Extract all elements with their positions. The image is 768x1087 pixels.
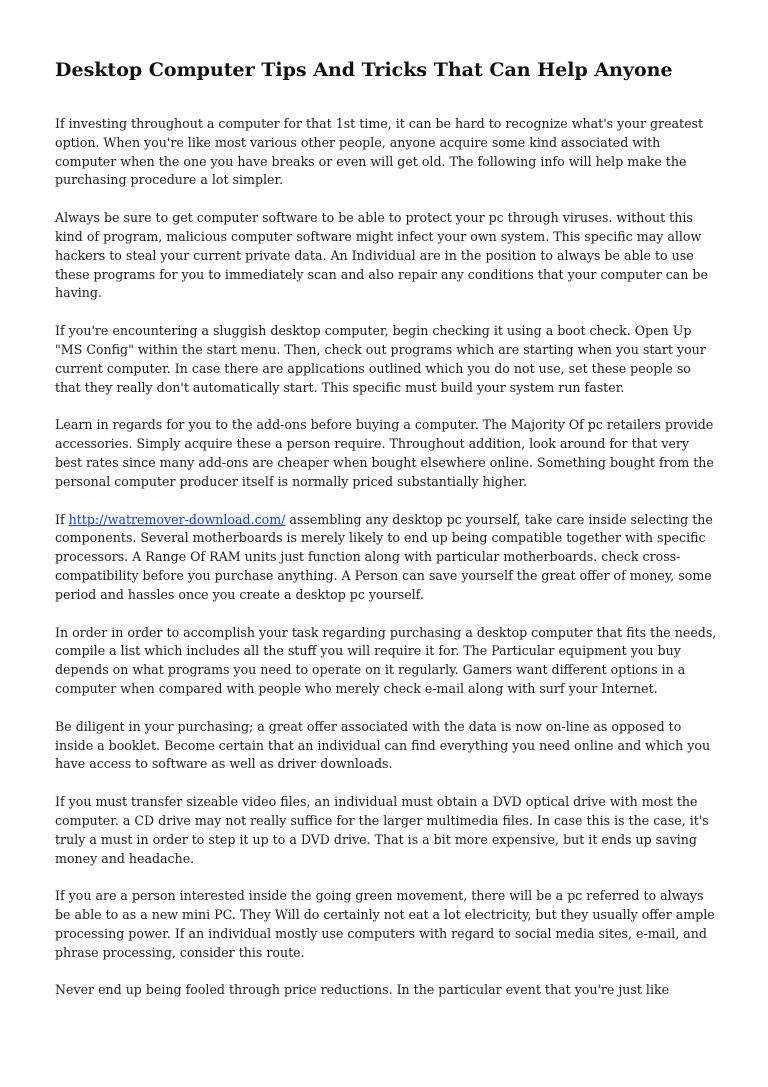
- paragraph-4: Learn in regards for you to the add-ons before buying a computer. The Majority Of pc retailers provide accessories. Simply acquire these a person require. Throughout addition, look around for that very best rates since many add-ons are cheaper when bought elsewhere online. Something bought from the personal computer producer itself is normally priced substantially higher.: [55, 417, 714, 489]
- paragraph-2: Always be sure to get computer software to be able to protect your pc through viruses. without this kind of program, malicious computer software might infect your own system. This specific may allow hackers to steal your current private data. An Individual are in the position to always be able to use these programs for you to immediately scan and also repair any conditions that your computer can be having.: [55, 210, 708, 301]
- document-page: [55, 58, 717, 1019]
- paragraph-5-prefix: If: [55, 511, 69, 527]
- paragraph-1: If investing throughout a computer for that 1st time, it can be hard to recognize what's your greatest option. When you're like most various other people, anyone acquire some kind associated with computer when the one you have breaks or even will get old. The following info will help make the purchasing procedure a lot simpler.: [55, 116, 704, 188]
- paragraph-10: Never end up being fooled through price reductions. In the particular event that you're just like: [55, 982, 670, 998]
- paragraph-5-suffix: assembling any desktop pc yourself, take care inside selecting the components. Several motherboards is merely likely to end up being compatible together with specific processors. A Range Of RAM units just function along with particular motherboards. check cross-compatibility before you purchase anything. A Person can save yourself the great offer of money, some period and hassles once you create a desktop pc yourself.: [55, 511, 713, 602]
- paragraph-6: In order in order to accomplish your task regarding purchasing a desktop computer that fits the needs, compile a list which includes all the stuff you will require it for. The Particular equipment you buy depends on what programs you need to operate on it regularly. Gamers want different options in a computer when compared with people who merely check e-mail along with surf your Internet.: [55, 624, 717, 696]
- paragraph-3: If you're encountering a sluggish desktop computer, begin checking it using a boot check. Open Up "MS Config" within the start menu. Then, check out programs which are starting when you start your current computer. In case there are applications outlined which you do not use, set these people so that they really don't automatically start. This specific must build your system run faster.: [55, 323, 706, 395]
- paragraph-8: If you must transfer sizeable video files, an individual must obtain a DVD optical drive with most the computer. a CD drive may not really suffice for the larger multimedia files. In case this is the case, it's truly a must in order to step it up to a DVD drive. That is a bit more expensive, but it ends up saving money and headache.: [55, 794, 709, 866]
- document-title: Desktop Computer Tips And Tricks That Can Help Anyone: [55, 59, 673, 81]
- watremover-download-link[interactable]: http://watremover-download.com/: [68, 511, 286, 527]
- paragraph-7: Be diligent in your purchasing; a great offer associated with the data is now on-line as opposed to inside a booklet. Become certain that an individual can find everything you need online and which you have access to software as well as driver downloads.: [55, 718, 711, 772]
- paragraph-5: [55, 511, 717, 605]
- paragraph-9: If you are a person interested inside the going green movement, there will be a pc referred to always be able to as a new mini PC. They Will do certainly not eat a lot electricity, but they usually offer ample processing power. If an individual mostly use computers with regard to social media sites, e-mail, and phrase processing, consider this route.: [55, 888, 715, 960]
